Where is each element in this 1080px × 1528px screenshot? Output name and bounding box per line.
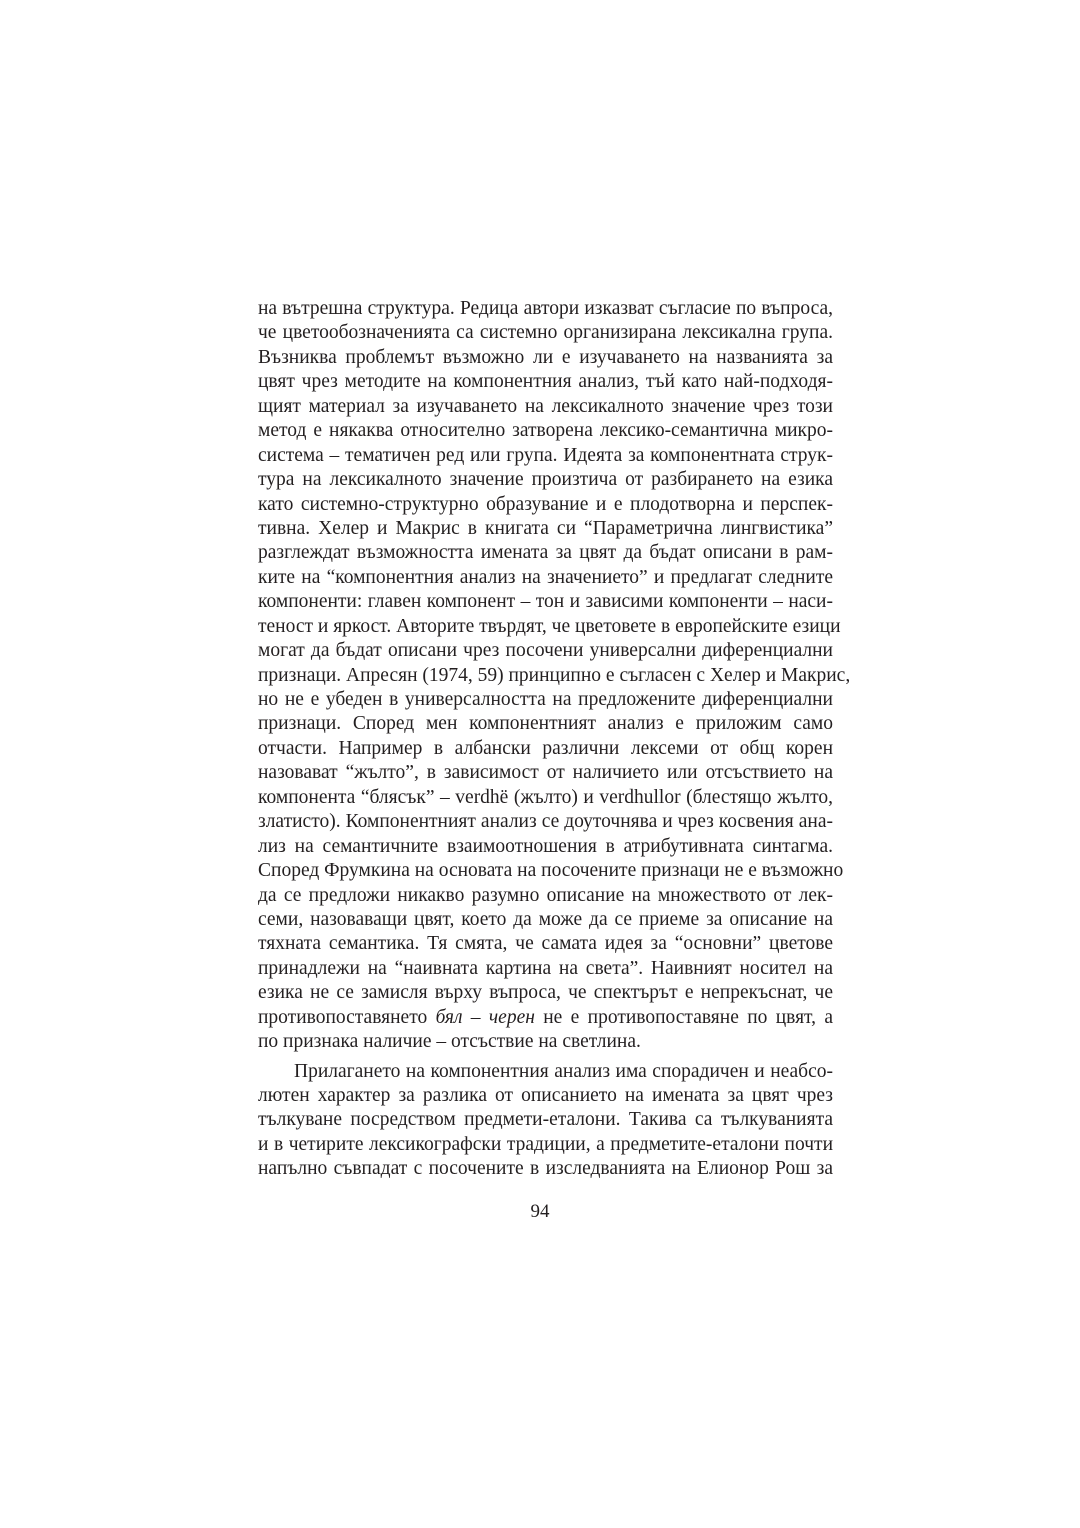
text-line: и в четирите лексикографски традиции, а предметите-еталони почти: [258, 1133, 833, 1155]
text-line: лиз на семантичните взаимоотношения в атрибутивната синтагма.: [258, 835, 833, 857]
text-line-with-emphasis: [258, 1006, 833, 1030]
text-line: на вътрешна структура. Редица автори изказват съгласие по въпроса,: [258, 298, 833, 319]
text-line: метод е някаква относително затворена лексико-семантична микро-: [258, 420, 833, 442]
text-line: Според Фрумкина на основата на посочените признаци не е възможно: [258, 860, 844, 882]
text-line: да се предложи никакво разумно описание на множеството от лек-: [258, 884, 833, 906]
text-line: по признака наличие – отсъствие на светлина.: [258, 1031, 641, 1053]
text-line: тяхната семантика. Тя смята, че самата идея за “основни” цветове: [258, 933, 833, 955]
text-line: ките на “компонентния анализ на значението” и предлагат следните: [258, 566, 833, 588]
text-line: че цветообозначенията са системно организирана лексикална група.: [258, 322, 833, 344]
text-segment: противопоставянето: [258, 1006, 436, 1028]
text-line: признаци. Според мен компонентният анализ е приложим само: [258, 713, 833, 735]
text-line: теност и яркост. Авторите твърдят, че цветовете в европейските езици: [258, 615, 841, 637]
text-line: цвят чрез методите на компонентния анализ, тъй като най-подходя-: [258, 371, 833, 393]
text-line: назовават “жълто”, в зависимост от наличието или отсъствието на: [258, 762, 833, 784]
text-line: напълно съвпадат с посочените в изследванията на Елионор Рош за: [258, 1158, 833, 1180]
text-line: система – тематичен ред или група. Идеята за компонентната струк-: [258, 444, 833, 466]
text-line: могат да бъдат описани чрез посочени универсални диференциални: [258, 640, 833, 662]
text-line: тура на лексикалното значение произтича от разбирането на езика: [258, 469, 833, 491]
text-line: компонента “блясък” – verdhë (жълто) и verdhullor (блестящо жълто,: [258, 786, 833, 808]
text-line: Възниква проблемът възможно ли е изучаването на названията за: [258, 346, 833, 368]
text-line: семи, назоваващи цвят, което да може да се приеме за описание на: [258, 908, 833, 930]
text-line: златисто). Компонентният анализ се доуточнява и чрез косвения ана-: [258, 811, 833, 833]
text-line: лютен характер за разлика от описанието на имената за цвят чрез: [258, 1085, 833, 1106]
text-line: но не е убеден в универсалността на предложените диференциални: [258, 689, 833, 710]
text-segment: не е противопоставяне по цвят, а: [534, 1006, 833, 1028]
page-number: 94: [530, 1201, 550, 1222]
text-line: тивна. Хелер и Макрис в книгата си “Параметрична лингвистика”: [258, 517, 833, 539]
paragraph: [258, 297, 851, 1055]
text-line: разглеждат възможността имената за цвят да бъдат описани в рам-: [258, 542, 833, 564]
emphasized-term: бял – черен: [435, 1006, 535, 1028]
text-line: Прилагането на компонентния анализ има спорадичен и неабсо-: [294, 1060, 833, 1082]
paragraph: [258, 1060, 833, 1182]
text-line: щият материал за изучаването на лексикалното значение чрез този: [258, 395, 833, 417]
text-line: признаци. Апресян (1974, 59) принципно е съгласен с Хелер и Макрис,: [258, 664, 851, 686]
body-text: [258, 297, 851, 1182]
text-line: компоненти: главен компонент – тон и зависими компоненти – наси-: [258, 591, 833, 613]
text-line: тълкуване посредством предмети-еталони. Такива са тълкуванията: [258, 1109, 833, 1131]
text-line: принадлежи на “наивната картина на света”. Наивният носител на: [258, 957, 833, 979]
text-line: езика не се замисля върху въпроса, че спектърът е непрекъснат, че: [258, 982, 833, 1004]
text-line: отчасти. Например в албански различни лексеми от общ корен: [258, 737, 833, 759]
text-line: като системно-структурно образувание и е плодотворна и перспек-: [258, 493, 833, 515]
